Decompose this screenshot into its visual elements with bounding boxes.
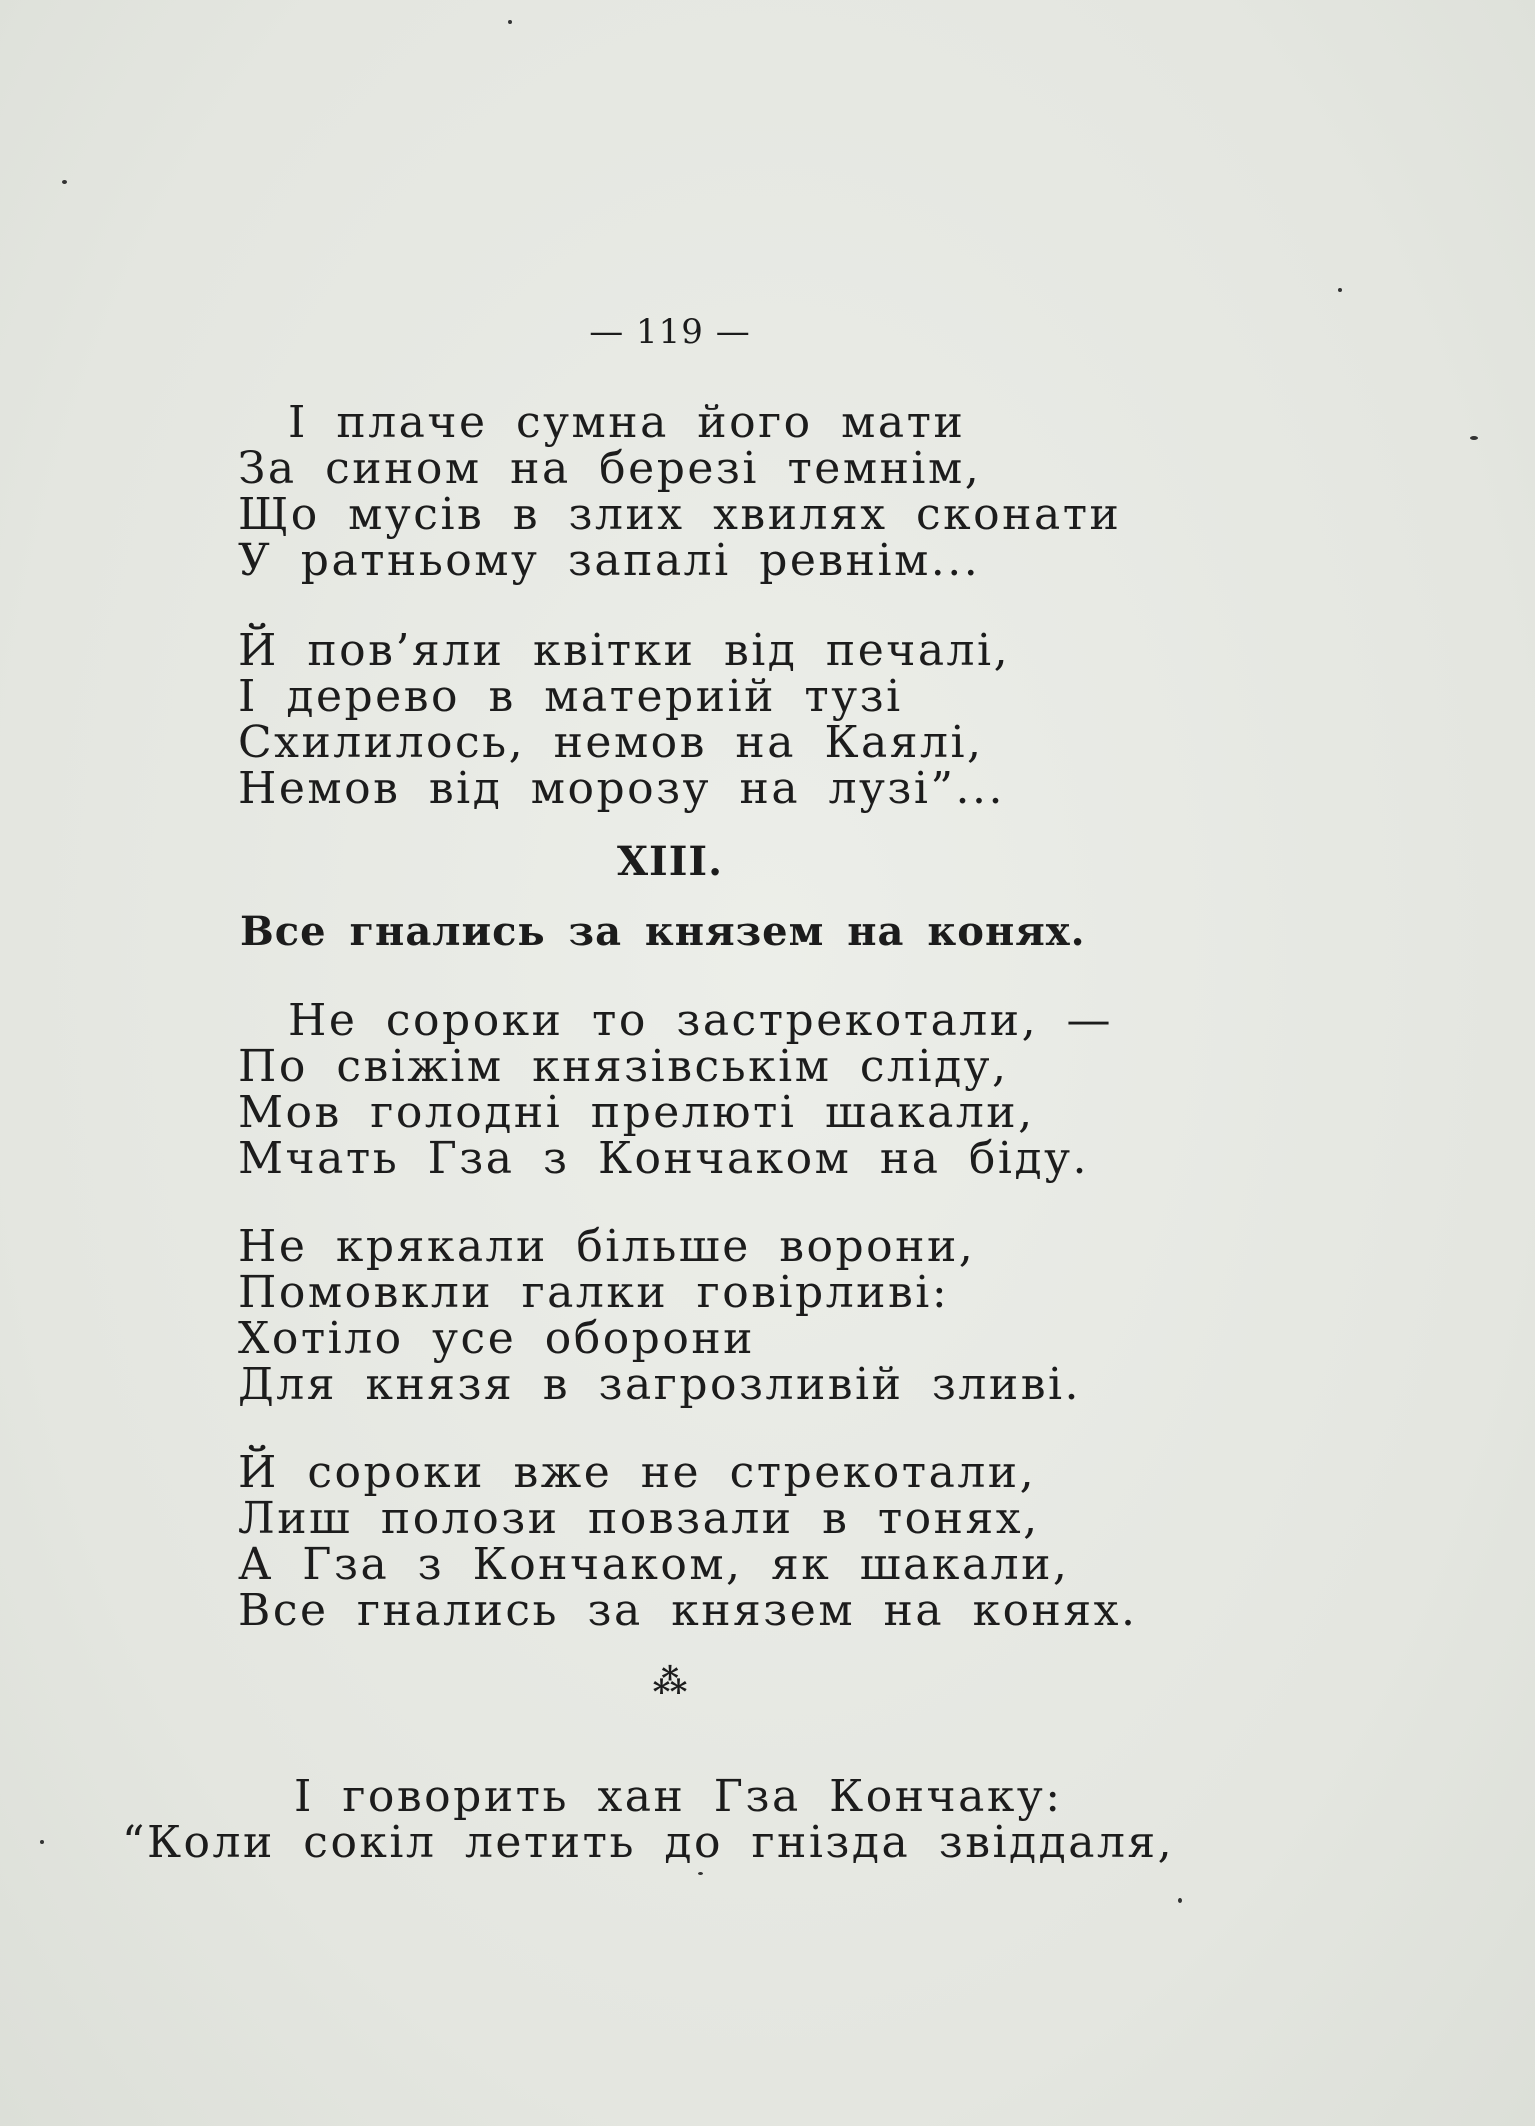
stanza-2: [238, 625, 1011, 814]
page-number: — 119 —: [589, 312, 751, 352]
paper-speck: [1338, 288, 1342, 292]
verse-line: Хотіло усе оборони: [238, 1313, 755, 1364]
verse-line: І дерево в материій тузі: [238, 671, 903, 722]
verse-line: По свіжім князівськім сліду,: [238, 1041, 1009, 1092]
verse-line: Й сороки вже не стрекотали,: [238, 1447, 1037, 1498]
verse-line: І плаче сумна його мати: [288, 397, 966, 448]
verse-line: Що мусів в злих хвилях сконати: [238, 489, 1122, 540]
section-number: XIII.: [616, 838, 724, 885]
stanza-1: [238, 397, 1122, 586]
verse-line: Не крякали більше ворони,: [238, 1221, 976, 1272]
verse-line: Немов від морозу на лузі”...: [238, 763, 1005, 814]
verse-line: Лиш полози повзали в тонях,: [238, 1493, 1040, 1544]
stanza-6: [122, 1771, 1175, 1868]
section-title: Все гнались за князем на конях.: [240, 908, 1086, 955]
stanza-3: [238, 995, 1114, 1184]
stanza-4: [238, 1221, 1082, 1410]
paper-speck: [1470, 436, 1478, 440]
verse-line: Не сороки то застрекотали, —: [288, 995, 1114, 1046]
paper-speck: [1178, 1898, 1182, 1903]
verse-line: І говорить хан Гза Кончаку:: [294, 1771, 1063, 1822]
verse-line: Мчать Гза з Кончаком на біду.: [238, 1133, 1089, 1184]
verse-line: У ратньому запалі ревнім...: [238, 535, 981, 586]
paper-speck: [40, 1840, 44, 1844]
verse-line: Й пов’яли квітки від печалі,: [238, 625, 1011, 676]
paper-speck: [698, 1872, 703, 1875]
verse-line: Все гнались за князем на конях.: [238, 1585, 1138, 1636]
stanza-5: [238, 1447, 1138, 1636]
verse-line: Помовкли галки говірливі:: [238, 1267, 950, 1318]
verse-line: Мов голодні прелюті шакали,: [238, 1087, 1035, 1138]
paper-speck: [62, 180, 67, 184]
verse-line: А Гза з Кончаком, як шакали,: [238, 1539, 1070, 1590]
verse-line: Схилилось, немов на Каялі,: [238, 717, 984, 768]
verse-line: “Коли сокіл летить до гнізда звіддаля,: [122, 1817, 1175, 1868]
verse-line: За сином на березі темнім,: [238, 443, 982, 494]
asterism-divider: ⁂: [652, 1662, 688, 1702]
verse-line: Для князя в загрозливій зливі.: [238, 1359, 1082, 1410]
paper-speck: [508, 20, 512, 24]
